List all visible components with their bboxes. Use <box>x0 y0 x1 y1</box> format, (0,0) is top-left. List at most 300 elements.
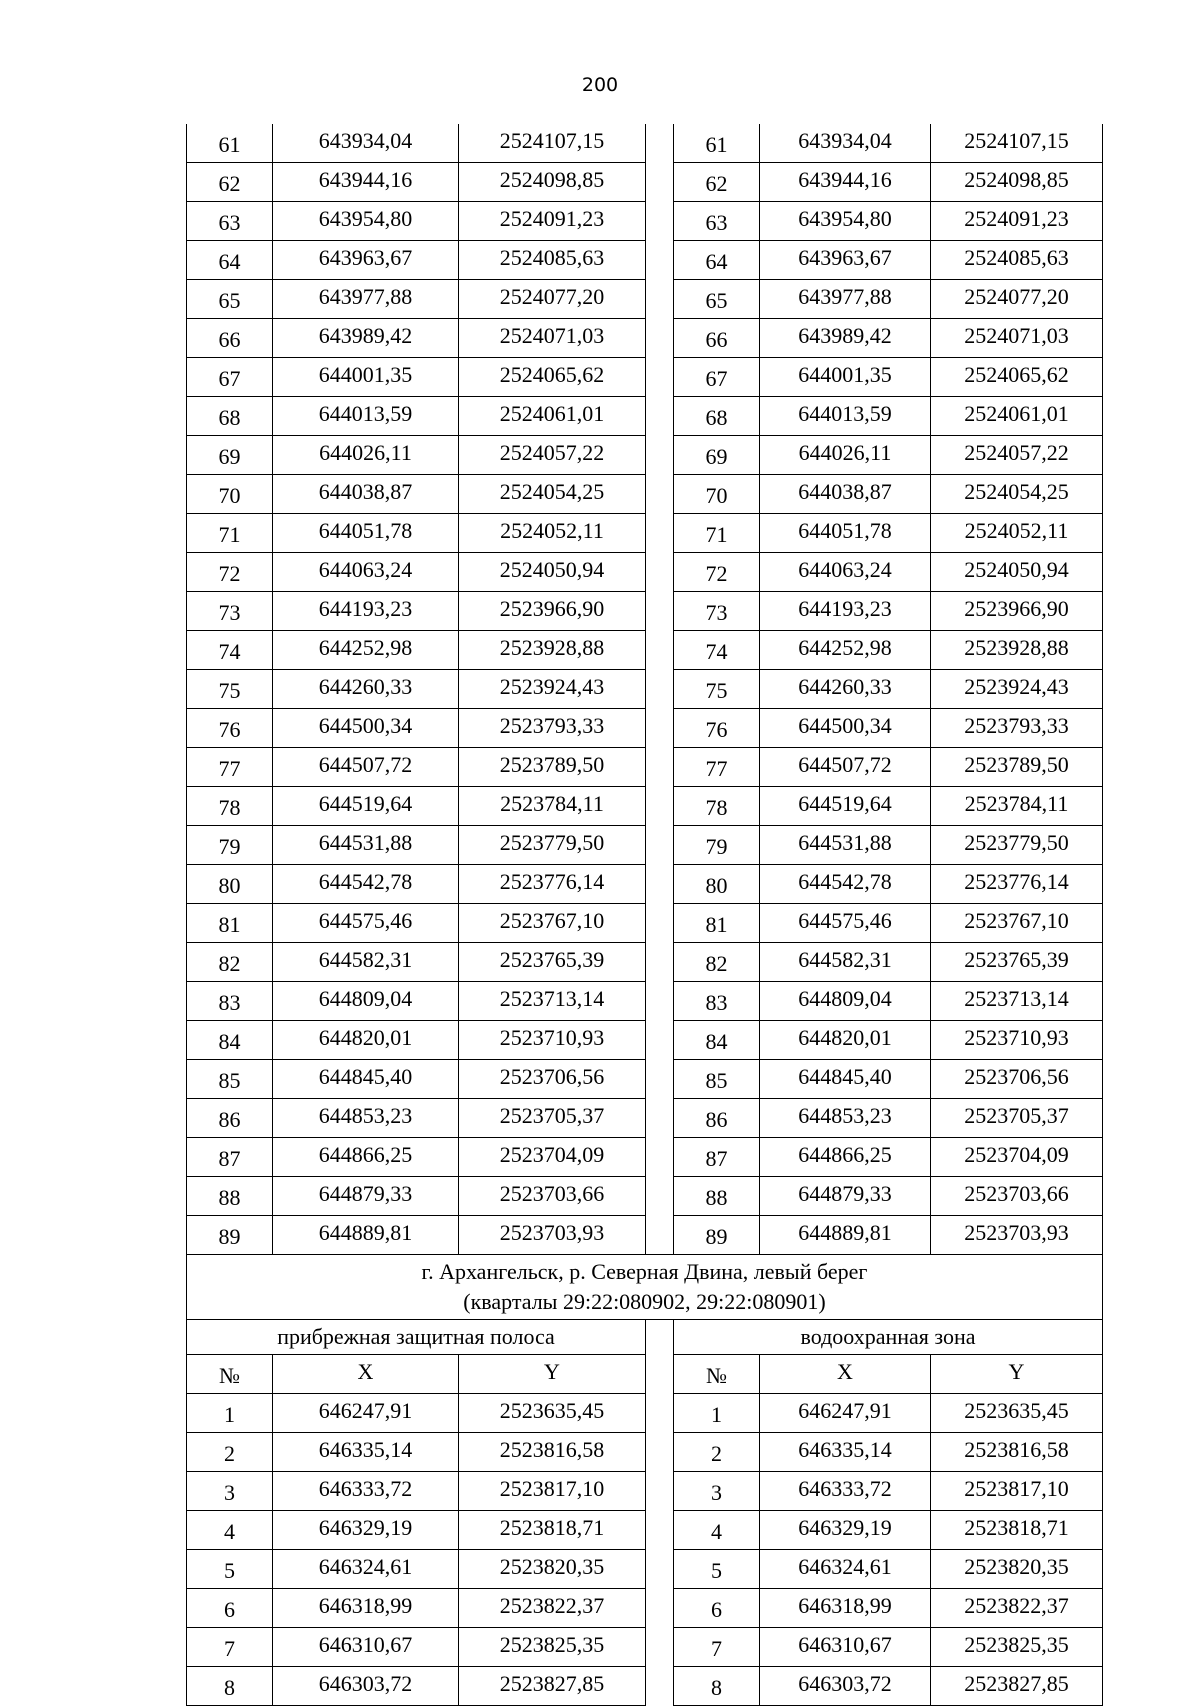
column-gap <box>646 358 674 397</box>
point-number-left: 6 <box>187 1589 273 1628</box>
x-coordinate-left: 644063,24 <box>273 553 459 592</box>
column-gap <box>646 982 674 1021</box>
point-number-left: 83 <box>187 982 273 1021</box>
point-number-right: 89 <box>674 1216 760 1255</box>
table-row <box>187 397 1103 436</box>
table-row <box>187 241 1103 280</box>
point-number-right: 8 <box>674 1667 760 1706</box>
point-number-left: 71 <box>187 514 273 553</box>
y-coordinate-left: 2523825,35 <box>459 1628 646 1667</box>
y-coordinate-right: 2523703,93 <box>931 1216 1103 1255</box>
point-number-left: 73 <box>187 592 273 631</box>
water-protection-zone-header: водоохранная зона <box>674 1320 1103 1355</box>
point-number-right: 65 <box>674 280 760 319</box>
point-number-right: 74 <box>674 631 760 670</box>
table-row <box>187 1433 1103 1472</box>
column-gap <box>646 1472 674 1511</box>
x-coordinate-left: 644252,98 <box>273 631 459 670</box>
col-x-header-left: X <box>273 1355 459 1394</box>
point-number-right: 7 <box>674 1628 760 1667</box>
column-gap <box>646 1138 674 1177</box>
x-coordinate-left: 644500,34 <box>273 709 459 748</box>
point-number-right: 62 <box>674 163 760 202</box>
x-coordinate-left: 646303,72 <box>273 1667 459 1706</box>
point-number-left: 62 <box>187 163 273 202</box>
table-row <box>187 319 1103 358</box>
col-y-header-left: Y <box>459 1355 646 1394</box>
x-coordinate-left: 644820,01 <box>273 1021 459 1060</box>
x-coordinate-right: 646318,99 <box>760 1589 931 1628</box>
x-coordinate-left: 644866,25 <box>273 1138 459 1177</box>
x-coordinate-right: 643954,80 <box>760 202 931 241</box>
table-row <box>187 982 1103 1021</box>
point-number-right: 86 <box>674 1099 760 1138</box>
y-coordinate-right: 2523710,93 <box>931 1021 1103 1060</box>
column-gap <box>646 943 674 982</box>
x-coordinate-right: 644519,64 <box>760 787 931 826</box>
y-coordinate-right: 2524098,85 <box>931 163 1103 202</box>
table-row <box>187 631 1103 670</box>
column-gap <box>646 631 674 670</box>
col-no-header-right: № <box>674 1355 760 1394</box>
x-coordinate-left: 646333,72 <box>273 1472 459 1511</box>
x-coordinate-left: 646247,91 <box>273 1394 459 1433</box>
table-row <box>187 475 1103 514</box>
y-coordinate-right: 2524057,22 <box>931 436 1103 475</box>
section-title-line2: (кварталы 29:22:080902, 29:22:080901) <box>463 1289 826 1314</box>
table-row <box>187 709 1103 748</box>
point-number-right: 1 <box>674 1394 760 1433</box>
table-row <box>187 124 1103 163</box>
point-number-left: 82 <box>187 943 273 982</box>
y-coordinate-right: 2523704,09 <box>931 1138 1103 1177</box>
column-gap <box>646 709 674 748</box>
x-coordinate-right: 643989,42 <box>760 319 931 358</box>
point-number-left: 61 <box>187 124 273 163</box>
column-gap <box>646 904 674 943</box>
x-coordinate-right: 644038,87 <box>760 475 931 514</box>
x-coordinate-left: 644026,11 <box>273 436 459 475</box>
x-coordinate-right: 644575,46 <box>760 904 931 943</box>
y-coordinate-left: 2523776,14 <box>459 865 646 904</box>
x-coordinate-right: 644507,72 <box>760 748 931 787</box>
x-coordinate-right: 646324,61 <box>760 1550 931 1589</box>
point-number-left: 68 <box>187 397 273 436</box>
point-number-left: 66 <box>187 319 273 358</box>
table-row <box>187 943 1103 982</box>
y-coordinate-left: 2523706,56 <box>459 1060 646 1099</box>
x-coordinate-left: 644809,04 <box>273 982 459 1021</box>
x-coordinate-left: 646318,99 <box>273 1589 459 1628</box>
point-number-left: 80 <box>187 865 273 904</box>
x-coordinate-left: 644889,81 <box>273 1216 459 1255</box>
y-coordinate-right: 2523789,50 <box>931 748 1103 787</box>
y-coordinate-right: 2523816,58 <box>931 1433 1103 1472</box>
column-gap <box>646 475 674 514</box>
table-row <box>187 1394 1103 1433</box>
y-coordinate-left: 2523789,50 <box>459 748 646 787</box>
y-coordinate-right: 2524091,23 <box>931 202 1103 241</box>
x-coordinate-left: 644193,23 <box>273 592 459 631</box>
column-gap <box>646 397 674 436</box>
y-coordinate-left: 2523924,43 <box>459 670 646 709</box>
point-number-right: 72 <box>674 553 760 592</box>
x-coordinate-left: 646310,67 <box>273 1628 459 1667</box>
column-gap <box>646 1021 674 1060</box>
x-coordinate-right: 644866,25 <box>760 1138 931 1177</box>
point-number-right: 67 <box>674 358 760 397</box>
x-coordinate-right: 644051,78 <box>760 514 931 553</box>
y-coordinate-right: 2523767,10 <box>931 904 1103 943</box>
point-number-right: 63 <box>674 202 760 241</box>
x-coordinate-right: 646303,72 <box>760 1667 931 1706</box>
y-coordinate-left: 2524052,11 <box>459 514 646 553</box>
x-coordinate-right: 644500,34 <box>760 709 931 748</box>
y-coordinate-left: 2524065,62 <box>459 358 646 397</box>
section-title-row <box>187 1255 1103 1320</box>
table-row <box>187 1472 1103 1511</box>
y-coordinate-left: 2523827,85 <box>459 1667 646 1706</box>
x-coordinate-right: 644889,81 <box>760 1216 931 1255</box>
y-coordinate-left: 2523705,37 <box>459 1099 646 1138</box>
y-coordinate-left: 2524054,25 <box>459 475 646 514</box>
y-coordinate-left: 2523784,11 <box>459 787 646 826</box>
table-row <box>187 1628 1103 1667</box>
y-coordinate-left: 2523818,71 <box>459 1511 646 1550</box>
point-number-left: 86 <box>187 1099 273 1138</box>
point-number-right: 66 <box>674 319 760 358</box>
point-number-right: 82 <box>674 943 760 982</box>
column-gap <box>646 826 674 865</box>
y-coordinate-right: 2523820,35 <box>931 1550 1103 1589</box>
table-row <box>187 1550 1103 1589</box>
x-coordinate-right: 646333,72 <box>760 1472 931 1511</box>
x-coordinate-left: 644853,23 <box>273 1099 459 1138</box>
coordinates-table <box>186 124 1103 1706</box>
column-gap <box>646 1511 674 1550</box>
y-coordinate-left: 2523817,10 <box>459 1472 646 1511</box>
column-gap <box>646 1394 674 1433</box>
point-number-right: 6 <box>674 1589 760 1628</box>
x-coordinate-right: 644582,31 <box>760 943 931 982</box>
column-gap <box>646 787 674 826</box>
point-number-right: 79 <box>674 826 760 865</box>
col-no-header-left: № <box>187 1355 273 1394</box>
y-coordinate-right: 2524077,20 <box>931 280 1103 319</box>
point-number-right: 2 <box>674 1433 760 1472</box>
column-gap <box>646 1550 674 1589</box>
x-coordinate-right: 646310,67 <box>760 1628 931 1667</box>
y-coordinate-right: 2524050,94 <box>931 553 1103 592</box>
column-gap <box>646 241 674 280</box>
y-coordinate-right: 2524052,11 <box>931 514 1103 553</box>
x-coordinate-left: 644051,78 <box>273 514 459 553</box>
table-row <box>187 553 1103 592</box>
y-coordinate-right: 2524061,01 <box>931 397 1103 436</box>
x-coordinate-left: 644013,59 <box>273 397 459 436</box>
y-coordinate-right: 2523765,39 <box>931 943 1103 982</box>
x-coordinate-left: 644507,72 <box>273 748 459 787</box>
x-coordinate-right: 644542,78 <box>760 865 931 904</box>
y-coordinate-left: 2523703,66 <box>459 1177 646 1216</box>
column-gap <box>646 865 674 904</box>
column-gap <box>646 1667 674 1706</box>
x-coordinate-right: 646247,91 <box>760 1394 931 1433</box>
y-coordinate-right: 2523705,37 <box>931 1099 1103 1138</box>
y-coordinate-left: 2524057,22 <box>459 436 646 475</box>
x-coordinate-left: 643977,88 <box>273 280 459 319</box>
y-coordinate-right: 2523713,14 <box>931 982 1103 1021</box>
point-number-right: 73 <box>674 592 760 631</box>
y-coordinate-right: 2523818,71 <box>931 1511 1103 1550</box>
x-coordinate-right: 644001,35 <box>760 358 931 397</box>
point-number-left: 2 <box>187 1433 273 1472</box>
section-title-line1: г. Архангельск, р. Северная Двина, левый берег <box>421 1259 868 1284</box>
column-gap <box>646 1320 674 1355</box>
x-coordinate-right: 644531,88 <box>760 826 931 865</box>
column-gap <box>646 436 674 475</box>
table-row <box>187 826 1103 865</box>
x-coordinate-right: 644013,59 <box>760 397 931 436</box>
y-coordinate-left: 2523928,88 <box>459 631 646 670</box>
y-coordinate-right: 2524071,03 <box>931 319 1103 358</box>
y-coordinate-left: 2524071,03 <box>459 319 646 358</box>
point-number-left: 85 <box>187 1060 273 1099</box>
point-number-right: 64 <box>674 241 760 280</box>
y-coordinate-right: 2523779,50 <box>931 826 1103 865</box>
point-number-right: 70 <box>674 475 760 514</box>
column-gap <box>646 1628 674 1667</box>
column-gap <box>646 1060 674 1099</box>
section2-rows <box>187 1394 1103 1706</box>
column-gap <box>646 670 674 709</box>
table-row <box>187 514 1103 553</box>
y-coordinate-left: 2523966,90 <box>459 592 646 631</box>
point-number-left: 70 <box>187 475 273 514</box>
point-number-left: 1 <box>187 1394 273 1433</box>
column-gap <box>646 319 674 358</box>
table-row <box>187 1138 1103 1177</box>
point-number-left: 74 <box>187 631 273 670</box>
point-number-left: 64 <box>187 241 273 280</box>
column-gap <box>646 1589 674 1628</box>
point-number-right: 88 <box>674 1177 760 1216</box>
x-coordinate-left: 646335,14 <box>273 1433 459 1472</box>
point-number-left: 72 <box>187 553 273 592</box>
y-coordinate-left: 2523765,39 <box>459 943 646 982</box>
table-row <box>187 904 1103 943</box>
x-coordinate-right: 644193,23 <box>760 592 931 631</box>
y-coordinate-left: 2523822,37 <box>459 1589 646 1628</box>
point-number-left: 79 <box>187 826 273 865</box>
y-coordinate-left: 2524107,15 <box>459 124 646 163</box>
section1-rows <box>187 124 1103 1255</box>
table-row <box>187 1177 1103 1216</box>
y-coordinate-right: 2523827,85 <box>931 1667 1103 1706</box>
x-coordinate-left: 644845,40 <box>273 1060 459 1099</box>
x-coordinate-left: 646324,61 <box>273 1550 459 1589</box>
point-number-left: 88 <box>187 1177 273 1216</box>
y-coordinate-left: 2523779,50 <box>459 826 646 865</box>
table-row <box>187 592 1103 631</box>
x-coordinate-left: 644542,78 <box>273 865 459 904</box>
y-coordinate-left: 2523820,35 <box>459 1550 646 1589</box>
x-coordinate-right: 643977,88 <box>760 280 931 319</box>
x-coordinate-right: 643963,67 <box>760 241 931 280</box>
y-coordinate-left: 2524085,63 <box>459 241 646 280</box>
point-number-right: 75 <box>674 670 760 709</box>
point-number-left: 77 <box>187 748 273 787</box>
point-number-left: 76 <box>187 709 273 748</box>
y-coordinate-left: 2523816,58 <box>459 1433 646 1472</box>
y-coordinate-right: 2524107,15 <box>931 124 1103 163</box>
y-coordinate-left: 2523704,09 <box>459 1138 646 1177</box>
y-coordinate-right: 2523822,37 <box>931 1589 1103 1628</box>
x-coordinate-left: 644001,35 <box>273 358 459 397</box>
x-coordinate-right: 646335,14 <box>760 1433 931 1472</box>
y-coordinate-right: 2524085,63 <box>931 241 1103 280</box>
y-coordinate-left: 2524098,85 <box>459 163 646 202</box>
x-coordinate-right: 644853,23 <box>760 1099 931 1138</box>
x-coordinate-right: 644845,40 <box>760 1060 931 1099</box>
page-number: 200 <box>581 74 619 96</box>
x-coordinate-left: 643934,04 <box>273 124 459 163</box>
y-coordinate-right: 2523703,66 <box>931 1177 1103 1216</box>
x-coordinate-left: 643944,16 <box>273 163 459 202</box>
y-coordinate-left: 2524050,94 <box>459 553 646 592</box>
point-number-left: 67 <box>187 358 273 397</box>
point-number-left: 87 <box>187 1138 273 1177</box>
point-number-left: 75 <box>187 670 273 709</box>
point-number-left: 89 <box>187 1216 273 1255</box>
table-row <box>187 358 1103 397</box>
y-coordinate-left: 2524061,01 <box>459 397 646 436</box>
x-coordinate-right: 644879,33 <box>760 1177 931 1216</box>
column-gap <box>646 1433 674 1472</box>
y-coordinate-right: 2524065,62 <box>931 358 1103 397</box>
point-number-left: 81 <box>187 904 273 943</box>
point-number-left: 8 <box>187 1667 273 1706</box>
table-row <box>187 1021 1103 1060</box>
x-coordinate-left: 643954,80 <box>273 202 459 241</box>
y-coordinate-right: 2523928,88 <box>931 631 1103 670</box>
x-coordinate-right: 643934,04 <box>760 124 931 163</box>
point-number-right: 83 <box>674 982 760 1021</box>
point-number-right: 68 <box>674 397 760 436</box>
point-number-right: 80 <box>674 865 760 904</box>
table-row <box>187 748 1103 787</box>
x-coordinate-right: 644260,33 <box>760 670 931 709</box>
point-number-left: 7 <box>187 1628 273 1667</box>
column-gap <box>646 124 674 163</box>
point-number-left: 84 <box>187 1021 273 1060</box>
coastal-strip-header: прибрежная защитная полоса <box>187 1320 646 1355</box>
point-number-right: 5 <box>674 1550 760 1589</box>
point-number-right: 3 <box>674 1472 760 1511</box>
table-row <box>187 1589 1103 1628</box>
table-row <box>187 202 1103 241</box>
point-number-left: 78 <box>187 787 273 826</box>
col-y-header-right: Y <box>931 1355 1103 1394</box>
column-gap <box>646 514 674 553</box>
y-coordinate-right: 2523817,10 <box>931 1472 1103 1511</box>
point-number-right: 81 <box>674 904 760 943</box>
x-coordinate-left: 646329,19 <box>273 1511 459 1550</box>
table-row <box>187 865 1103 904</box>
table-row <box>187 787 1103 826</box>
point-number-right: 85 <box>674 1060 760 1099</box>
x-coordinate-right: 646329,19 <box>760 1511 931 1550</box>
point-number-left: 63 <box>187 202 273 241</box>
point-number-right: 77 <box>674 748 760 787</box>
table-row <box>187 163 1103 202</box>
y-coordinate-right: 2523793,33 <box>931 709 1103 748</box>
table-row <box>187 1511 1103 1550</box>
column-gap <box>646 592 674 631</box>
col-x-header-right: X <box>760 1355 931 1394</box>
x-coordinate-right: 644820,01 <box>760 1021 931 1060</box>
column-gap <box>646 1355 674 1394</box>
point-number-right: 61 <box>674 124 760 163</box>
y-coordinate-left: 2523767,10 <box>459 904 646 943</box>
point-number-left: 65 <box>187 280 273 319</box>
y-coordinate-right: 2523776,14 <box>931 865 1103 904</box>
section-title <box>187 1255 1103 1320</box>
x-coordinate-left: 644879,33 <box>273 1177 459 1216</box>
x-coordinate-right: 644809,04 <box>760 982 931 1021</box>
y-coordinate-right: 2523924,43 <box>931 670 1103 709</box>
column-gap <box>646 280 674 319</box>
table-row <box>187 1099 1103 1138</box>
point-number-left: 69 <box>187 436 273 475</box>
y-coordinate-left: 2523793,33 <box>459 709 646 748</box>
point-number-left: 4 <box>187 1511 273 1550</box>
column-gap <box>646 1099 674 1138</box>
x-coordinate-right: 644252,98 <box>760 631 931 670</box>
point-number-right: 71 <box>674 514 760 553</box>
column-gap <box>646 202 674 241</box>
x-coordinate-right: 644026,11 <box>760 436 931 475</box>
x-coordinate-left: 644038,87 <box>273 475 459 514</box>
x-coordinate-left: 644582,31 <box>273 943 459 982</box>
column-gap <box>646 553 674 592</box>
x-coordinate-left: 644260,33 <box>273 670 459 709</box>
y-coordinate-left: 2523710,93 <box>459 1021 646 1060</box>
table-row <box>187 436 1103 475</box>
column-header-row <box>187 1355 1103 1394</box>
x-coordinate-left: 643989,42 <box>273 319 459 358</box>
x-coordinate-left: 644531,88 <box>273 826 459 865</box>
y-coordinate-right: 2523706,56 <box>931 1060 1103 1099</box>
y-coordinate-left: 2523713,14 <box>459 982 646 1021</box>
point-number-right: 69 <box>674 436 760 475</box>
point-number-right: 84 <box>674 1021 760 1060</box>
table-row <box>187 1216 1103 1255</box>
y-coordinate-left: 2524091,23 <box>459 202 646 241</box>
x-coordinate-left: 643963,67 <box>273 241 459 280</box>
column-gap <box>646 1216 674 1255</box>
y-coordinate-right: 2523825,35 <box>931 1628 1103 1667</box>
point-number-left: 3 <box>187 1472 273 1511</box>
column-gap <box>646 748 674 787</box>
point-number-left: 5 <box>187 1550 273 1589</box>
table-row <box>187 670 1103 709</box>
x-coordinate-left: 644519,64 <box>273 787 459 826</box>
y-coordinate-right: 2523635,45 <box>931 1394 1103 1433</box>
point-number-right: 78 <box>674 787 760 826</box>
table-row <box>187 280 1103 319</box>
y-coordinate-left: 2523635,45 <box>459 1394 646 1433</box>
